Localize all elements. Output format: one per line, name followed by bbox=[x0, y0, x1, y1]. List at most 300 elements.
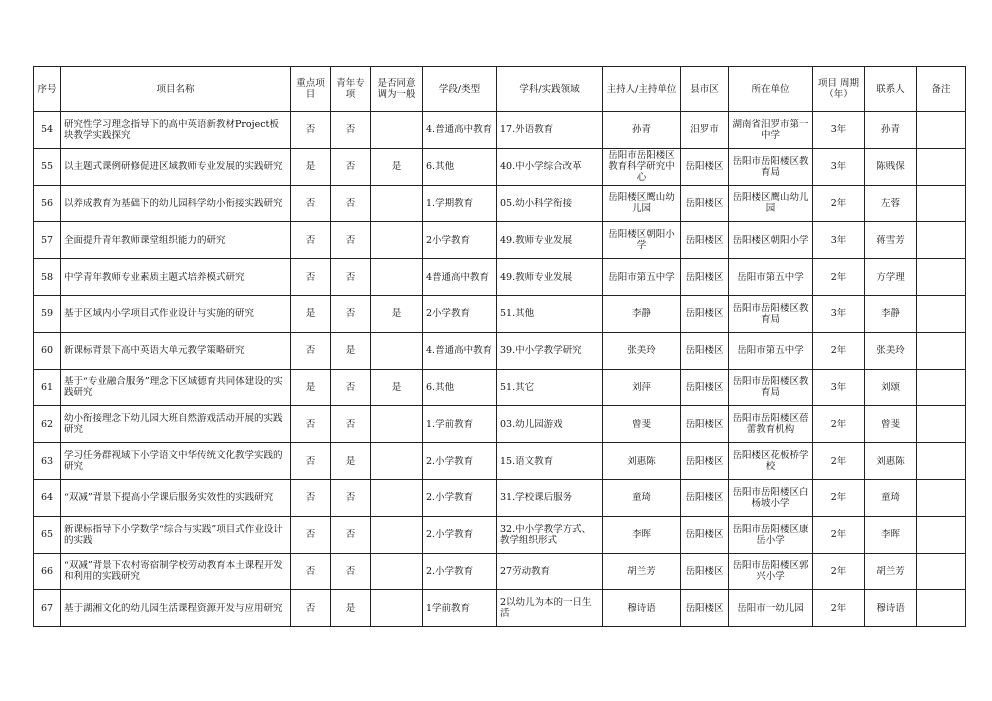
cell-contact bbox=[865, 332, 917, 369]
cell-stage-text: 2小学教育 bbox=[426, 234, 471, 246]
cell-subject-text: 39.中小学教学研究 bbox=[500, 345, 582, 357]
cell-no bbox=[34, 553, 61, 590]
cell-unit bbox=[729, 443, 813, 480]
cell-name-text: 以养成教育为基础下的幼儿园科学幼小衔接实践研究 bbox=[64, 197, 283, 209]
cell-contact-text: 孙青 bbox=[880, 124, 900, 136]
cell-period bbox=[813, 295, 865, 332]
cell-period bbox=[813, 369, 865, 406]
cell-host bbox=[603, 259, 681, 296]
cell-name bbox=[61, 369, 291, 406]
cell-contact bbox=[865, 553, 917, 590]
cell-subject-text: 2以幼儿为本的一日生活 bbox=[500, 597, 592, 620]
cell-youth-text: 否 bbox=[345, 124, 356, 136]
cell-unit-text: 岳阳市岳阳楼区白杨坡小学 bbox=[732, 486, 809, 509]
cell-stage bbox=[423, 443, 497, 480]
cell-contact-text: 左蓉 bbox=[880, 197, 900, 209]
cell-period bbox=[813, 479, 865, 516]
cell-period-text: 3年 bbox=[830, 161, 847, 173]
table-row bbox=[34, 443, 966, 480]
cell-no bbox=[34, 185, 61, 222]
cell-period bbox=[813, 406, 865, 443]
cell-contact bbox=[865, 443, 917, 480]
cell-subject bbox=[497, 590, 603, 627]
cell-name-text: 基于区域内小学项目式作业设计与实施的研究 bbox=[64, 308, 255, 320]
cell-county-text: 岳阳楼区 bbox=[685, 602, 724, 614]
cell-unit bbox=[729, 259, 813, 296]
cell-stage-text: 1.学前教育 bbox=[426, 418, 474, 430]
cell-county-text: 岳阳楼区 bbox=[685, 565, 724, 577]
cell-subject bbox=[497, 112, 603, 149]
cell-no-text: 58 bbox=[40, 271, 54, 283]
cell-stage bbox=[423, 295, 497, 332]
cell-unit-text: 岳阳市岳阳楼区教育局 bbox=[732, 302, 809, 325]
header-general: 是否同意调为一般 bbox=[371, 67, 423, 112]
cell-subject bbox=[497, 369, 603, 406]
cell-unit bbox=[729, 185, 813, 222]
table-row bbox=[34, 295, 966, 332]
header-name: 项目名称 bbox=[61, 67, 291, 112]
cell-subject-text: 40.中小学综合改革 bbox=[500, 161, 582, 173]
cell-host bbox=[603, 222, 681, 259]
cell-county bbox=[681, 295, 729, 332]
cell-host-text: 童琦 bbox=[631, 492, 651, 504]
cell-subject-text: 51.其他 bbox=[500, 308, 535, 320]
cell-name-text: 新课标指导下小学数学“综合与实践”项目式作业设计的实践 bbox=[64, 523, 283, 546]
cell-stage bbox=[423, 112, 497, 149]
cell-period bbox=[813, 443, 865, 480]
cell-note bbox=[917, 222, 966, 259]
cell-contact-text: 穆诗语 bbox=[876, 602, 905, 614]
cell-period bbox=[813, 332, 865, 369]
cell-contact-text: 童琦 bbox=[880, 492, 900, 504]
cell-name-text: 全面提升青年教师课堂组织能力的研究 bbox=[64, 234, 226, 246]
cell-period-text: 3年 bbox=[830, 234, 847, 246]
cell-county-text: 汨罗市 bbox=[690, 124, 719, 136]
cell-subject-text: 15.语文教育 bbox=[500, 455, 554, 467]
cell-host bbox=[603, 185, 681, 222]
cell-unit bbox=[729, 590, 813, 627]
cell-host-text: 穆诗语 bbox=[627, 602, 656, 614]
cell-key-text: 否 bbox=[305, 602, 316, 614]
cell-unit bbox=[729, 295, 813, 332]
header-no: 序号 bbox=[34, 67, 61, 112]
cell-host bbox=[603, 148, 681, 185]
cell-no-text: 56 bbox=[40, 197, 54, 209]
cell-stage-text: 6.其他 bbox=[426, 381, 455, 393]
cell-contact bbox=[865, 259, 917, 296]
table-body bbox=[34, 112, 966, 627]
cell-unit-text: 岳阳市岳阳楼区教育局 bbox=[732, 376, 809, 399]
cell-youth-text: 否 bbox=[345, 529, 356, 541]
cell-note bbox=[917, 553, 966, 590]
cell-youth-text: 否 bbox=[345, 418, 356, 430]
cell-no-text: 65 bbox=[40, 529, 54, 541]
cell-host bbox=[603, 406, 681, 443]
cell-no-text: 66 bbox=[40, 565, 54, 577]
cell-note bbox=[917, 516, 966, 553]
cell-period-text: 2年 bbox=[830, 529, 847, 541]
cell-subject bbox=[497, 295, 603, 332]
cell-note bbox=[917, 443, 966, 480]
cell-key bbox=[291, 112, 331, 149]
cell-general bbox=[371, 406, 423, 443]
cell-name-text: 以主题式课例研修促进区域教师专业发展的实践研究 bbox=[64, 161, 283, 173]
cell-note bbox=[917, 148, 966, 185]
cell-name bbox=[61, 148, 291, 185]
cell-general bbox=[371, 369, 423, 406]
cell-no bbox=[34, 148, 61, 185]
cell-contact bbox=[865, 148, 917, 185]
cell-contact bbox=[865, 112, 917, 149]
cell-key-text: 否 bbox=[305, 345, 316, 357]
cell-period-text: 2年 bbox=[830, 455, 847, 467]
cell-period-text: 2年 bbox=[830, 345, 847, 357]
cell-contact-text: 胡兰芳 bbox=[876, 565, 905, 577]
cell-unit-text: 岳阳市岳阳楼区郭兴小学 bbox=[732, 560, 809, 583]
cell-general bbox=[371, 222, 423, 259]
cell-contact bbox=[865, 406, 917, 443]
cell-no-text: 67 bbox=[40, 602, 54, 614]
cell-unit-text: 岳阳市岳阳楼区蓓蕾教育机构 bbox=[732, 413, 809, 436]
cell-key bbox=[291, 332, 331, 369]
cell-youth-text: 否 bbox=[345, 565, 356, 577]
cell-stage bbox=[423, 259, 497, 296]
cell-name bbox=[61, 406, 291, 443]
cell-county-text: 岳阳楼区 bbox=[685, 529, 724, 541]
cell-name-text: 基于“专业融合服务”理念下区域德育共同体建设的实践研究 bbox=[64, 376, 283, 399]
cell-subject-text: 03.幼儿园游戏 bbox=[500, 418, 563, 430]
cell-key bbox=[291, 295, 331, 332]
cell-subject-text: 49.教师专业发展 bbox=[500, 271, 573, 283]
cell-subject bbox=[497, 185, 603, 222]
cell-stage-text: 6.其他 bbox=[426, 161, 455, 173]
cell-county-text: 岳阳楼区 bbox=[685, 234, 724, 246]
cell-host-text: 刘萍 bbox=[631, 381, 651, 393]
cell-name bbox=[61, 332, 291, 369]
cell-county bbox=[681, 222, 729, 259]
cell-general bbox=[371, 295, 423, 332]
cell-name-text: 幼小衔接理念下幼儿园大班自然游戏活动开展的实践研究 bbox=[64, 413, 283, 436]
cell-host-text: 岳阳楼区朝阳小学 bbox=[608, 229, 675, 252]
cell-county bbox=[681, 553, 729, 590]
cell-name-text: “双减”背景下提高小学课后服务实效性的实践研究 bbox=[64, 492, 274, 504]
cell-key-text: 是 bbox=[305, 381, 316, 393]
cell-subject-text: 17.外语教育 bbox=[500, 124, 554, 136]
cell-county bbox=[681, 259, 729, 296]
cell-key-text: 否 bbox=[305, 197, 316, 209]
cell-host-text: 孙青 bbox=[631, 124, 651, 136]
cell-unit bbox=[729, 148, 813, 185]
cell-period-text: 2年 bbox=[830, 418, 847, 430]
cell-name-text: 中学青年教师专业素质主题式培养模式研究 bbox=[64, 271, 245, 283]
cell-host-text: 曾斐 bbox=[631, 418, 651, 430]
header-row bbox=[34, 67, 966, 112]
table-row bbox=[34, 332, 966, 369]
cell-contact bbox=[865, 222, 917, 259]
cell-subject-text: 05.幼小科学衔接 bbox=[500, 197, 573, 209]
table-row bbox=[34, 516, 966, 553]
cell-unit-text: 岳阳市第五中学 bbox=[737, 271, 804, 283]
cell-unit bbox=[729, 553, 813, 590]
cell-subject bbox=[497, 148, 603, 185]
cell-no-text: 55 bbox=[40, 161, 54, 173]
cell-stage-text: 1.学期教育 bbox=[426, 197, 474, 209]
cell-period bbox=[813, 222, 865, 259]
cell-general bbox=[371, 259, 423, 296]
cell-youth bbox=[331, 406, 371, 443]
cell-stage-text: 4.普通高中教育 bbox=[426, 124, 493, 136]
cell-stage bbox=[423, 590, 497, 627]
cell-unit bbox=[729, 516, 813, 553]
cell-stage-text: 4.普通高中教育 bbox=[426, 345, 493, 357]
cell-subject bbox=[497, 332, 603, 369]
cell-no-text: 61 bbox=[40, 381, 54, 393]
cell-general bbox=[371, 516, 423, 553]
cell-county-text: 岳阳楼区 bbox=[685, 492, 724, 504]
cell-name bbox=[61, 590, 291, 627]
cell-subject-text: 27劳动教育 bbox=[500, 565, 551, 577]
header-note: 备注 bbox=[917, 67, 966, 112]
cell-stage-text: 2.小学教育 bbox=[426, 492, 474, 504]
header-youth: 青年专项 bbox=[331, 67, 371, 112]
cell-key bbox=[291, 516, 331, 553]
cell-host-text: 李静 bbox=[631, 308, 651, 320]
cell-unit-text: 岳阳楼区花板桥学校 bbox=[732, 450, 809, 473]
cell-subject-text: 32.中小学教学方式、教学组织形式 bbox=[500, 523, 592, 546]
cell-name bbox=[61, 259, 291, 296]
cell-general bbox=[371, 479, 423, 516]
cell-name bbox=[61, 516, 291, 553]
cell-name-text: 学习任务群视域下小学语文中华传统文化教学实践的研究 bbox=[64, 450, 283, 473]
project-table bbox=[33, 66, 966, 627]
cell-general-text: 是 bbox=[391, 308, 402, 320]
cell-contact-text: 张美玲 bbox=[876, 345, 905, 357]
cell-youth-text: 是 bbox=[345, 345, 356, 357]
cell-no-text: 57 bbox=[40, 234, 54, 246]
cell-county-text: 岳阳楼区 bbox=[685, 455, 724, 467]
cell-period-text: 2年 bbox=[830, 602, 847, 614]
cell-no bbox=[34, 443, 61, 480]
cell-unit bbox=[729, 222, 813, 259]
cell-county-text: 岳阳楼区 bbox=[685, 418, 724, 430]
cell-period bbox=[813, 148, 865, 185]
table-row bbox=[34, 112, 966, 149]
cell-name-text: “双减”背景下农村寄宿制学校劳动教育本土课程开发和利用的实践研究 bbox=[64, 560, 283, 583]
cell-period-text: 3年 bbox=[830, 381, 847, 393]
cell-host bbox=[603, 516, 681, 553]
cell-unit bbox=[729, 479, 813, 516]
cell-host-text: 张美玲 bbox=[627, 345, 656, 357]
cell-unit bbox=[729, 406, 813, 443]
cell-name bbox=[61, 553, 291, 590]
cell-period-text: 3年 bbox=[830, 124, 847, 136]
cell-subject-text: 31.学校课后服务 bbox=[500, 492, 573, 504]
header-contact: 联系人 bbox=[865, 67, 917, 112]
cell-stage-text: 1学前教育 bbox=[426, 602, 471, 614]
header-county: 县市区 bbox=[681, 67, 729, 112]
header-period: 项目 周期（年） bbox=[813, 67, 865, 112]
cell-key bbox=[291, 148, 331, 185]
cell-stage bbox=[423, 553, 497, 590]
cell-youth-text: 否 bbox=[345, 308, 356, 320]
cell-note bbox=[917, 590, 966, 627]
cell-period-text: 2年 bbox=[830, 492, 847, 504]
cell-key bbox=[291, 406, 331, 443]
cell-unit bbox=[729, 369, 813, 406]
cell-no bbox=[34, 590, 61, 627]
cell-general bbox=[371, 148, 423, 185]
cell-youth-text: 否 bbox=[345, 197, 356, 209]
cell-period bbox=[813, 259, 865, 296]
cell-subject bbox=[497, 479, 603, 516]
cell-key bbox=[291, 259, 331, 296]
cell-stage-text: 2.小学教育 bbox=[426, 565, 474, 577]
table-row bbox=[34, 259, 966, 296]
cell-host-text: 胡兰芳 bbox=[627, 565, 656, 577]
cell-unit bbox=[729, 332, 813, 369]
header-subject: 学科/实践领域 bbox=[497, 67, 603, 112]
cell-no bbox=[34, 295, 61, 332]
table-row bbox=[34, 553, 966, 590]
cell-name bbox=[61, 295, 291, 332]
cell-no bbox=[34, 516, 61, 553]
cell-unit-text: 岳阳市第五中学 bbox=[737, 345, 804, 357]
cell-county-text: 岳阳楼区 bbox=[685, 381, 724, 393]
cell-unit-text: 岳阳市一幼儿园 bbox=[737, 602, 804, 614]
cell-county bbox=[681, 443, 729, 480]
cell-youth bbox=[331, 185, 371, 222]
cell-name-text: 研究性学习理念指导下的高中英语新教材Project板块教学实践探究 bbox=[64, 118, 279, 141]
cell-county bbox=[681, 479, 729, 516]
table-row bbox=[34, 148, 966, 185]
cell-host-text: 岳阳市第五中学 bbox=[608, 271, 675, 283]
cell-stage bbox=[423, 148, 497, 185]
cell-no bbox=[34, 112, 61, 149]
header-stage: 学段/类型 bbox=[423, 67, 497, 112]
cell-key bbox=[291, 369, 331, 406]
cell-stage bbox=[423, 185, 497, 222]
cell-subject bbox=[497, 406, 603, 443]
cell-unit-text: 岳阳楼区鹰山幼儿园 bbox=[732, 192, 809, 215]
cell-youth bbox=[331, 112, 371, 149]
cell-general bbox=[371, 332, 423, 369]
cell-contact bbox=[865, 516, 917, 553]
cell-county bbox=[681, 112, 729, 149]
cell-stage-text: 2.小学教育 bbox=[426, 455, 474, 467]
cell-host bbox=[603, 553, 681, 590]
cell-youth bbox=[331, 590, 371, 627]
cell-youth bbox=[331, 479, 371, 516]
cell-host bbox=[603, 332, 681, 369]
cell-note bbox=[917, 295, 966, 332]
cell-period-text: 2年 bbox=[830, 271, 847, 283]
cell-contact-text: 曾斐 bbox=[880, 418, 900, 430]
cell-subject bbox=[497, 516, 603, 553]
cell-stage-text: 2小学教育 bbox=[426, 308, 471, 320]
cell-no-text: 64 bbox=[40, 492, 54, 504]
table-row bbox=[34, 479, 966, 516]
cell-key-text: 否 bbox=[305, 492, 316, 504]
cell-county-text: 岳阳楼区 bbox=[685, 308, 724, 320]
cell-youth bbox=[331, 259, 371, 296]
cell-period bbox=[813, 590, 865, 627]
cell-key-text: 否 bbox=[305, 455, 316, 467]
cell-youth bbox=[331, 369, 371, 406]
cell-stage bbox=[423, 479, 497, 516]
cell-key-text: 否 bbox=[305, 565, 316, 577]
cell-contact bbox=[865, 369, 917, 406]
cell-name bbox=[61, 443, 291, 480]
cell-name bbox=[61, 185, 291, 222]
cell-youth-text: 否 bbox=[345, 271, 356, 283]
cell-county-text: 岳阳楼区 bbox=[685, 161, 724, 173]
header-key: 重点项目 bbox=[291, 67, 331, 112]
cell-key-text: 否 bbox=[305, 529, 316, 541]
cell-subject bbox=[497, 553, 603, 590]
cell-stage-text: 4普通高中教育 bbox=[426, 271, 490, 283]
table-row bbox=[34, 369, 966, 406]
cell-no-text: 60 bbox=[40, 345, 54, 357]
cell-contact bbox=[865, 185, 917, 222]
cell-no-text: 62 bbox=[40, 418, 54, 430]
cell-key bbox=[291, 590, 331, 627]
cell-youth bbox=[331, 148, 371, 185]
cell-county bbox=[681, 148, 729, 185]
table-row bbox=[34, 222, 966, 259]
cell-youth bbox=[331, 332, 371, 369]
cell-unit-text: 岳阳市岳阳楼区教育局 bbox=[732, 155, 809, 178]
cell-host-text: 岳阳楼区鹰山幼儿园 bbox=[608, 192, 675, 215]
cell-contact bbox=[865, 590, 917, 627]
cell-youth bbox=[331, 516, 371, 553]
cell-youth-text: 否 bbox=[345, 234, 356, 246]
cell-contact-text: 陈贱保 bbox=[876, 161, 905, 173]
cell-stage bbox=[423, 332, 497, 369]
cell-no bbox=[34, 259, 61, 296]
cell-period bbox=[813, 185, 865, 222]
cell-host-text: 岳阳市岳阳楼区教育科学研究中心 bbox=[608, 150, 675, 184]
cell-county-text: 岳阳楼区 bbox=[685, 345, 724, 357]
cell-name-text: 新课标背景下高中英语大单元教学策略研究 bbox=[64, 345, 245, 357]
cell-youth bbox=[331, 553, 371, 590]
cell-contact-text: 刘颂 bbox=[880, 381, 900, 393]
cell-subject bbox=[497, 259, 603, 296]
cell-youth bbox=[331, 222, 371, 259]
cell-period-text: 2年 bbox=[830, 197, 847, 209]
cell-county bbox=[681, 185, 729, 222]
cell-contact-text: 方学理 bbox=[876, 271, 905, 283]
cell-name bbox=[61, 479, 291, 516]
cell-no-text: 59 bbox=[40, 308, 54, 320]
cell-key-text: 否 bbox=[305, 418, 316, 430]
cell-county bbox=[681, 332, 729, 369]
cell-host-text: 李晖 bbox=[631, 529, 651, 541]
cell-unit-text: 湖南省汨罗市第一中学 bbox=[732, 118, 809, 141]
table-row bbox=[34, 590, 966, 627]
cell-key-text: 是 bbox=[305, 161, 316, 173]
cell-unit bbox=[729, 112, 813, 149]
cell-key bbox=[291, 222, 331, 259]
cell-no bbox=[34, 406, 61, 443]
cell-host bbox=[603, 590, 681, 627]
cell-subject-text: 51.其它 bbox=[500, 381, 535, 393]
table-row bbox=[34, 406, 966, 443]
cell-contact-text: 李静 bbox=[880, 308, 900, 320]
cell-stage bbox=[423, 369, 497, 406]
cell-name-text: 基于湖湘文化的幼儿园生活课程资源开发与应用研究 bbox=[64, 602, 283, 614]
cell-no bbox=[34, 479, 61, 516]
cell-note bbox=[917, 406, 966, 443]
